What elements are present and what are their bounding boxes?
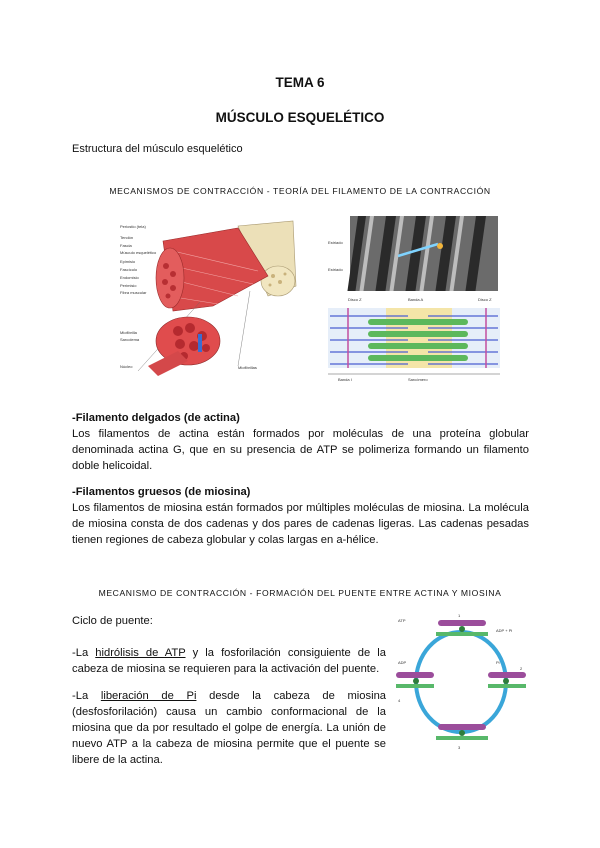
thick-filament-block (72, 484, 529, 548)
svg-text:2: 2 (520, 666, 523, 671)
pi-release-term: liberación de Pi (100, 690, 197, 702)
svg-text:ADP + Pi: ADP + Pi (496, 628, 513, 633)
sarcomere-figure (328, 216, 500, 386)
svg-text:4: 4 (398, 698, 401, 703)
thick-filament-heading: -Filamentos gruesos (de miosina) (72, 486, 251, 498)
svg-text:Fibra muscular: Fibra muscular (120, 290, 147, 295)
svg-text:Periostio (tela): Periostio (tela) (120, 224, 146, 229)
svg-text:Disco Z: Disco Z (348, 297, 362, 302)
p1-prefix: -La (72, 647, 96, 659)
thin-filament-text: Los filamentos de actina están formados por moléculas de una proteína globular denominada actina G, que en su presencia de ATP se polimeriza formando un filamento doble helicoidal. (72, 428, 529, 472)
thin-filament-heading: -Filamento delgados (de actina) (72, 412, 240, 424)
svg-text:Tendón: Tendón (120, 235, 134, 240)
svg-text:Banda A: Banda A (408, 297, 424, 302)
cycle-label: Ciclo de puente: (72, 615, 153, 627)
pi-release-paragraph (72, 688, 386, 768)
svg-text:Estriado: Estriado (328, 267, 343, 272)
svg-text:Músculo esquelético: Músculo esquelético (120, 250, 157, 255)
svg-text:Pi: Pi (496, 660, 500, 665)
document-subtitle: MÚSCULO ESQUELÉTICO (215, 110, 385, 125)
section2-heading: MECANISMO DE CONTRACCIÓN - FORMACIÓN DEL PUENTE ENTRE ACTINA Y MIOSINA (98, 588, 502, 598)
svg-text:Disco Z: Disco Z (478, 297, 492, 302)
svg-text:3: 3 (458, 745, 461, 750)
svg-text:Epimisio: Epimisio (120, 259, 136, 264)
svg-text:Sarcolema: Sarcolema (120, 337, 140, 342)
svg-text:Núcleo: Núcleo (120, 364, 133, 369)
svg-text:Estriado: Estriado (328, 240, 343, 245)
atp-hydrolysis-paragraph (72, 645, 386, 677)
p2-rest: desde la cabeza de miosina (desfosforilación) causa un cambio conformacional de la miosina que da por resultado el golpe de energía. La unión de nuevo ATP a la cabeza de miosina permite que el puente se libere de la actina. (72, 690, 387, 766)
svg-text:1: 1 (458, 613, 461, 618)
atp-hydrolysis-term: hidrólisis de ATP (95, 647, 186, 659)
section1-heading: MECANISMOS DE CONTRACCIÓN - TEORÍA DEL FILAMENTO DE LA CONTRACCIÓN (109, 186, 491, 196)
p2-prefix: -La (72, 690, 101, 702)
svg-text:Perimisio: Perimisio (120, 283, 137, 288)
intro-text: Estructura del músculo esquelético (72, 143, 243, 155)
svg-text:Miofibrillas: Miofibrillas (238, 365, 257, 370)
svg-text:Endomisio: Endomisio (120, 275, 139, 280)
p1-rest: y la fosforilación consiguiente de la cabeza de miosina se requieren para la activación del puente. (72, 647, 386, 675)
thick-filament-text: Los filamentos de miosina están formados por múltiples moléculas de miosina. La molécula de miosina consta de dos cadenas y dos pares de cadenas ligeras. Las cadenas pesadas tienen regiones de cabeza globular y colas largas en a-hélice. (72, 502, 529, 546)
svg-text:Miofibrilla: Miofibrilla (120, 330, 137, 335)
svg-text:ATP: ATP (398, 618, 406, 623)
svg-text:Fascia: Fascia (120, 243, 132, 248)
thin-filament-block (72, 410, 529, 474)
document-title: TEMA 6 (275, 75, 325, 90)
crossbridge-cycle-figure (396, 612, 526, 752)
muscle-structure-figure (118, 216, 298, 386)
svg-text:Sarcómero: Sarcómero (408, 377, 428, 382)
svg-text:Banda I: Banda I (338, 377, 352, 382)
svg-text:ADP: ADP (398, 660, 407, 665)
svg-text:Fascículo: Fascículo (120, 267, 138, 272)
